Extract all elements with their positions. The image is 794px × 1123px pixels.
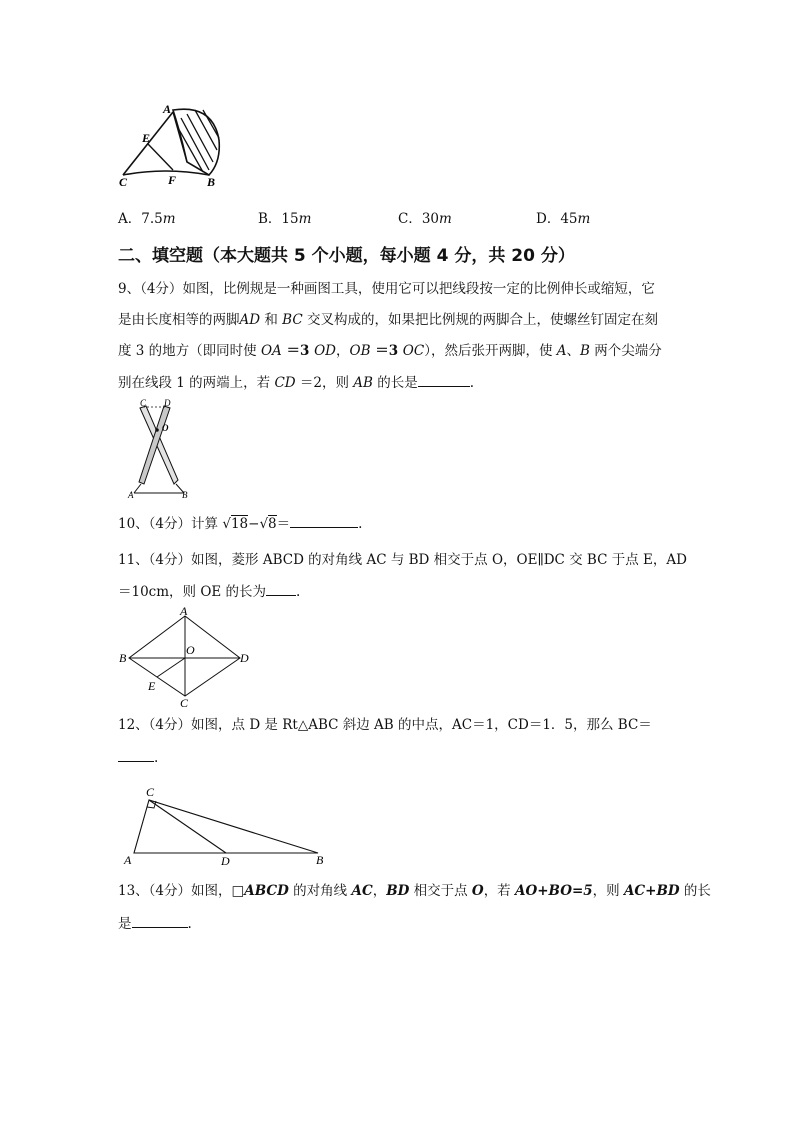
q8-figure — [115, 100, 230, 192]
q10-sqrt-18: √18 — [222, 516, 249, 532]
q11-label-C: C — [180, 696, 189, 708]
q11-label-E: E — [148, 679, 156, 693]
q9-label-A: A — [128, 490, 134, 500]
q8-choice-d: D．45m — [536, 211, 591, 227]
q9-figure — [124, 398, 196, 500]
q10-answer-blank[interactable] — [290, 513, 358, 528]
q10-line: 10、（4分）计算 √18−√8＝ . — [118, 513, 362, 534]
q8-label-E: E — [142, 131, 151, 145]
q12-label-B: B — [316, 853, 324, 867]
q9-answer-blank[interactable] — [418, 372, 470, 387]
q9-line-3: 度 3 的地方（即同时使 OA ＝3 OD，OB ＝3 OC），然后张开两脚，使 A、B 两个尖端分 — [118, 343, 662, 359]
q9-label-O: O — [162, 423, 169, 433]
q8-label-C: C — [119, 175, 128, 189]
q13-line-1: 13、（4分）如图，□ABCD 的对角线 AC，BD 相交于点 O，若 AO+BO=5，则 AC+BD 的长 — [118, 883, 711, 899]
q12-label-D: D — [221, 854, 230, 868]
q8-label-F: F — [168, 173, 177, 187]
q12-figure — [116, 778, 334, 868]
q13-answer-blank[interactable] — [132, 913, 188, 928]
q9-line-1: 9、（4分）如图，比例规是一种画图工具，使用它可以把线段按一定的比例伸长或缩短，它 — [118, 281, 655, 297]
q9-line-4: 别在线段 1 的两端上，若 CD ＝2，则 AB 的长是 . — [118, 372, 474, 393]
q12-label-A: A — [124, 853, 132, 867]
q11-line-2: ＝10cm，则 OE 的长为 . — [118, 581, 300, 602]
q8-label-B: B — [207, 175, 216, 189]
q8-choice-a: A．7.5m — [118, 211, 176, 227]
q9-label-D: D — [164, 398, 171, 408]
q13-line-2: 是 . — [118, 913, 192, 934]
q11-label-D: D — [240, 651, 249, 665]
q11-label-B: B — [119, 651, 127, 665]
q12-line-1: 12、（4分）如图，点 D 是 Rt△ABC 斜边 AB 的中点，AC＝1，CD＝1．5，那么 BC＝ — [118, 717, 652, 733]
q11-answer-blank[interactable] — [266, 581, 296, 596]
q11-figure — [116, 604, 258, 708]
section-title: 二、填空题（本大题共 5 个小题，每小题 4 分，共 20 分） — [118, 246, 575, 266]
q8-choice-c: C．30m — [398, 211, 452, 227]
q12-label-C: C — [146, 785, 155, 799]
q9-label-C: C — [140, 398, 147, 408]
q12-answer-blank[interactable] — [118, 747, 154, 762]
q11-label-A: A — [180, 604, 188, 618]
q11-line-1: 11、（4分）如图，菱形 ABCD 的对角线 AC 与 BD 相交于点 O，OE∥DC 交 BC 于点 E，AD — [118, 552, 687, 568]
q8-choice-b: B．15m — [258, 211, 312, 227]
q9-label-B: B — [182, 490, 188, 500]
q12-line-2: . — [118, 747, 158, 768]
q9-line-2: 是由长度相等的两脚AD 和 BC 交叉构成的，如果把比例规的两脚合上，使螺丝钉固定在刻 — [118, 312, 658, 328]
q11-label-O: O — [186, 643, 195, 657]
q10-sqrt-8: √8 — [259, 516, 277, 532]
q8-label-A: A — [163, 102, 172, 116]
